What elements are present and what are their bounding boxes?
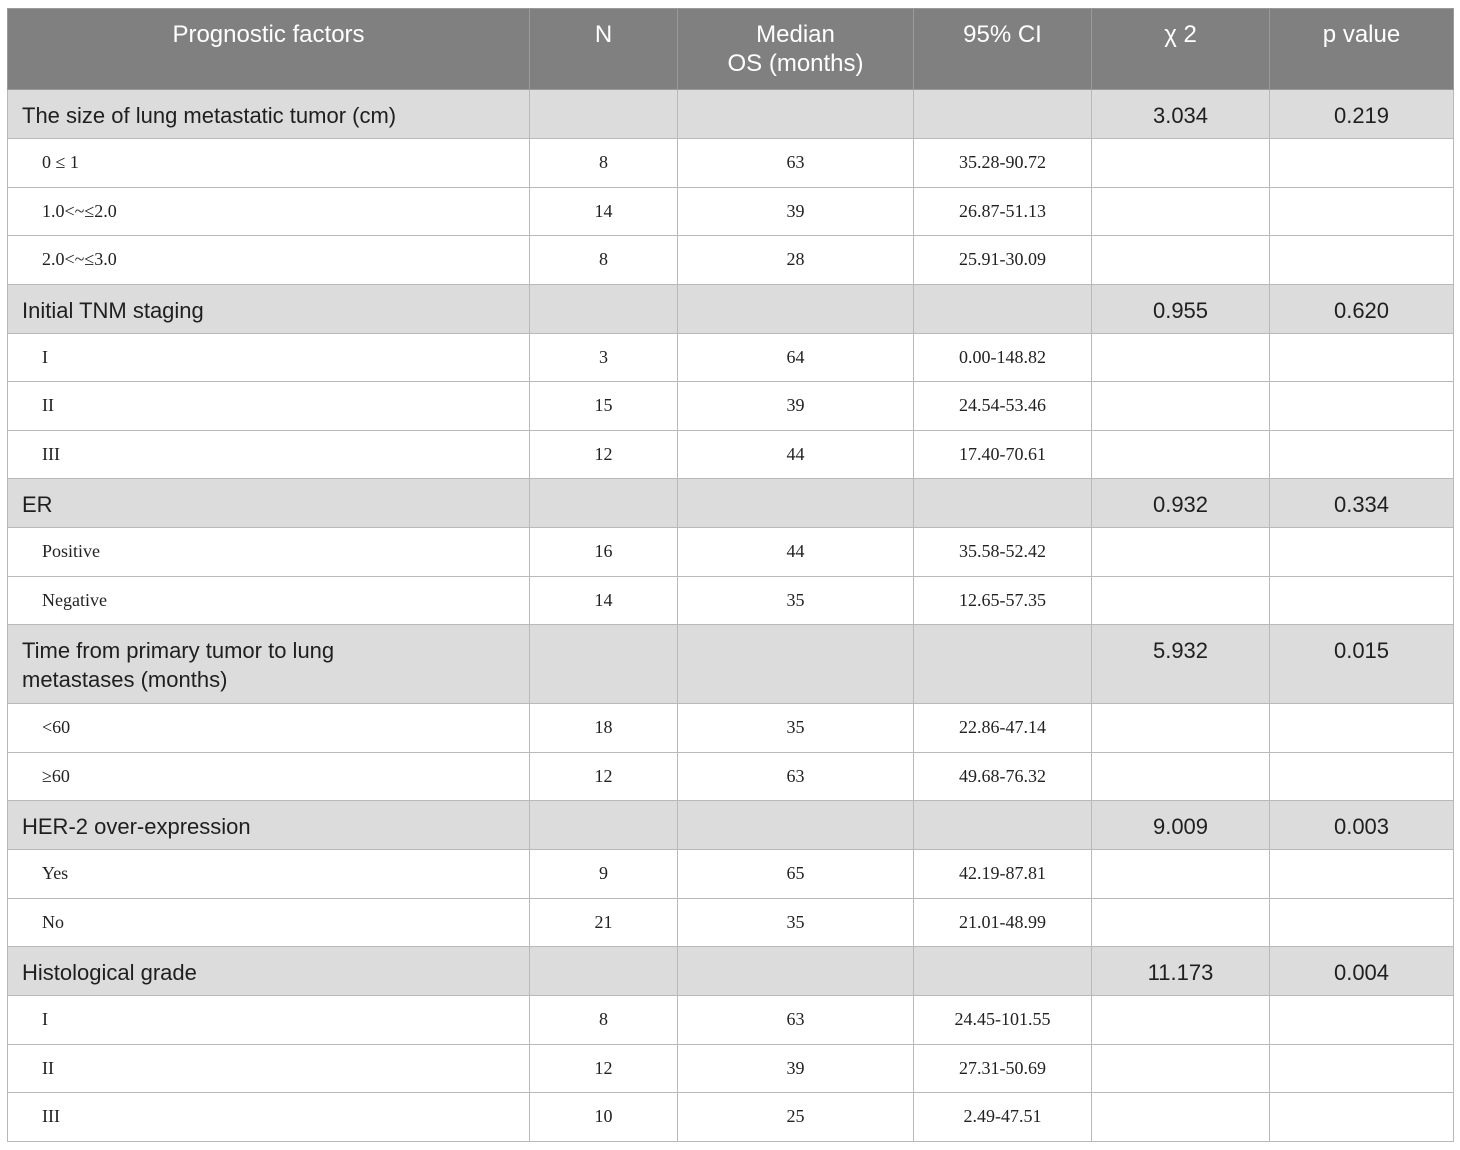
- subgroup-label: Yes: [8, 850, 530, 899]
- cell-n: 21: [530, 898, 678, 947]
- cell-median-os: 44: [678, 528, 914, 577]
- factor-n-empty: [530, 947, 678, 996]
- cell-n: 9: [530, 850, 678, 899]
- factor-median-empty: [678, 90, 914, 139]
- factor-label: Time from primary tumor to lung metastases (months): [8, 625, 530, 704]
- table-row: [8, 236, 1454, 285]
- cell-p-empty: [1270, 1093, 1454, 1142]
- table-row: [8, 528, 1454, 577]
- factor-group-row: [8, 947, 1454, 996]
- subgroup-label: 0 ≤ 1: [8, 139, 530, 188]
- cell-chi2-empty: [1092, 333, 1270, 382]
- table-row: [8, 752, 1454, 801]
- factor-p-value: 0.003: [1270, 801, 1454, 850]
- header-row: [8, 9, 1454, 90]
- cell-n: 8: [530, 236, 678, 285]
- subgroup-label: 2.0<~≤3.0: [8, 236, 530, 285]
- cell-n: 14: [530, 576, 678, 625]
- cell-n: 10: [530, 1093, 678, 1142]
- factor-n-empty: [530, 479, 678, 528]
- cell-chi2-empty: [1092, 996, 1270, 1045]
- subgroup-label: II: [8, 1044, 530, 1093]
- cell-n: 15: [530, 382, 678, 431]
- cell-n: 12: [530, 752, 678, 801]
- factor-label: HER-2 over-expression: [8, 801, 530, 850]
- cell-n: 12: [530, 1044, 678, 1093]
- header-chi2: χ 2: [1092, 9, 1270, 90]
- cell-chi2-empty: [1092, 382, 1270, 431]
- table-row: [8, 898, 1454, 947]
- table-row: [8, 1093, 1454, 1142]
- factor-n-empty: [530, 284, 678, 333]
- factor-ci-empty: [914, 947, 1092, 996]
- factor-n-empty: [530, 801, 678, 850]
- factor-ci-empty: [914, 625, 1092, 704]
- cell-95-ci: 12.65-57.35: [914, 576, 1092, 625]
- cell-chi2-empty: [1092, 528, 1270, 577]
- prognostic-factors-table: [7, 8, 1454, 1142]
- cell-chi2-empty: [1092, 704, 1270, 753]
- subgroup-label: II: [8, 382, 530, 431]
- cell-median-os: 63: [678, 996, 914, 1045]
- cell-95-ci: 2.49-47.51: [914, 1093, 1092, 1142]
- cell-chi2-empty: [1092, 1093, 1270, 1142]
- factor-label: Initial TNM staging: [8, 284, 530, 333]
- cell-p-empty: [1270, 333, 1454, 382]
- cell-95-ci: 24.45-101.55: [914, 996, 1092, 1045]
- cell-95-ci: 27.31-50.69: [914, 1044, 1092, 1093]
- cell-chi2-empty: [1092, 236, 1270, 285]
- cell-median-os: 39: [678, 382, 914, 431]
- cell-median-os: 44: [678, 430, 914, 479]
- header-prognostic-factors: Prognostic factors: [8, 9, 530, 90]
- factor-p-value: 0.620: [1270, 284, 1454, 333]
- cell-p-empty: [1270, 187, 1454, 236]
- header-median-os: Median OS (months): [678, 9, 914, 90]
- cell-n: 14: [530, 187, 678, 236]
- cell-median-os: 39: [678, 187, 914, 236]
- factor-n-empty: [530, 90, 678, 139]
- subgroup-label: ≥60: [8, 752, 530, 801]
- cell-p-empty: [1270, 382, 1454, 431]
- factor-ci-empty: [914, 801, 1092, 850]
- cell-median-os: 35: [678, 576, 914, 625]
- factor-median-empty: [678, 801, 914, 850]
- cell-95-ci: 42.19-87.81: [914, 850, 1092, 899]
- cell-median-os: 63: [678, 752, 914, 801]
- subgroup-label: 1.0<~≤2.0: [8, 187, 530, 236]
- factor-group-row: [8, 479, 1454, 528]
- cell-median-os: 35: [678, 704, 914, 753]
- cell-chi2-empty: [1092, 1044, 1270, 1093]
- cell-95-ci: 25.91-30.09: [914, 236, 1092, 285]
- factor-p-value: 0.004: [1270, 947, 1454, 996]
- cell-95-ci: 24.54-53.46: [914, 382, 1092, 431]
- factor-n-empty: [530, 625, 678, 704]
- cell-p-empty: [1270, 576, 1454, 625]
- cell-n: 16: [530, 528, 678, 577]
- table-row: [8, 430, 1454, 479]
- subgroup-label: I: [8, 996, 530, 1045]
- cell-p-empty: [1270, 430, 1454, 479]
- cell-median-os: 63: [678, 139, 914, 188]
- cell-median-os: 35: [678, 898, 914, 947]
- factor-p-value: 0.219: [1270, 90, 1454, 139]
- factor-chi2: 0.955: [1092, 284, 1270, 333]
- factor-ci-empty: [914, 90, 1092, 139]
- factor-chi2: 0.932: [1092, 479, 1270, 528]
- cell-median-os: 39: [678, 1044, 914, 1093]
- subgroup-label: No: [8, 898, 530, 947]
- cell-chi2-empty: [1092, 139, 1270, 188]
- table-row: [8, 382, 1454, 431]
- factor-group-row: [8, 90, 1454, 139]
- cell-n: 3: [530, 333, 678, 382]
- cell-p-empty: [1270, 850, 1454, 899]
- cell-95-ci: 49.68-76.32: [914, 752, 1092, 801]
- subgroup-label: I: [8, 333, 530, 382]
- cell-n: 18: [530, 704, 678, 753]
- cell-n: 8: [530, 996, 678, 1045]
- subgroup-label: Positive: [8, 528, 530, 577]
- cell-chi2-empty: [1092, 187, 1270, 236]
- table-header: [8, 9, 1454, 90]
- factor-chi2: 5.932: [1092, 625, 1270, 704]
- cell-chi2-empty: [1092, 850, 1270, 899]
- factor-chi2: 11.173: [1092, 947, 1270, 996]
- header-95-ci: 95% CI: [914, 9, 1092, 90]
- factor-label: The size of lung metastatic tumor (cm): [8, 90, 530, 139]
- cell-95-ci: 17.40-70.61: [914, 430, 1092, 479]
- cell-p-empty: [1270, 752, 1454, 801]
- table-row: [8, 576, 1454, 625]
- cell-chi2-empty: [1092, 430, 1270, 479]
- cell-n: 8: [530, 139, 678, 188]
- subgroup-label: III: [8, 1093, 530, 1142]
- cell-p-empty: [1270, 1044, 1454, 1093]
- header-n: N: [530, 9, 678, 90]
- factor-chi2: 3.034: [1092, 90, 1270, 139]
- factor-label: ER: [8, 479, 530, 528]
- table-row: [8, 139, 1454, 188]
- table-row: [8, 996, 1454, 1045]
- cell-95-ci: 26.87-51.13: [914, 187, 1092, 236]
- factor-median-empty: [678, 284, 914, 333]
- cell-p-empty: [1270, 528, 1454, 577]
- factor-p-value: 0.015: [1270, 625, 1454, 704]
- factor-p-value: 0.334: [1270, 479, 1454, 528]
- cell-chi2-empty: [1092, 898, 1270, 947]
- table-row: [8, 1044, 1454, 1093]
- table-row: [8, 850, 1454, 899]
- cell-p-empty: [1270, 139, 1454, 188]
- cell-95-ci: 22.86-47.14: [914, 704, 1092, 753]
- cell-p-empty: [1270, 704, 1454, 753]
- cell-chi2-empty: [1092, 752, 1270, 801]
- cell-median-os: 64: [678, 333, 914, 382]
- cell-95-ci: 35.28-90.72: [914, 139, 1092, 188]
- factor-median-empty: [678, 947, 914, 996]
- table-row: [8, 333, 1454, 382]
- factor-group-row: [8, 625, 1454, 704]
- header-p-value: p value: [1270, 9, 1454, 90]
- cell-median-os: 65: [678, 850, 914, 899]
- cell-median-os: 25: [678, 1093, 914, 1142]
- cell-95-ci: 0.00-148.82: [914, 333, 1092, 382]
- factor-ci-empty: [914, 479, 1092, 528]
- cell-95-ci: 21.01-48.99: [914, 898, 1092, 947]
- cell-median-os: 28: [678, 236, 914, 285]
- table-row: [8, 187, 1454, 236]
- factor-median-empty: [678, 625, 914, 704]
- factor-label: Histological grade: [8, 947, 530, 996]
- subgroup-label: Negative: [8, 576, 530, 625]
- factor-chi2: 9.009: [1092, 801, 1270, 850]
- table-body: [8, 90, 1454, 1142]
- cell-95-ci: 35.58-52.42: [914, 528, 1092, 577]
- subgroup-label: <60: [8, 704, 530, 753]
- cell-p-empty: [1270, 898, 1454, 947]
- factor-ci-empty: [914, 284, 1092, 333]
- cell-chi2-empty: [1092, 576, 1270, 625]
- cell-p-empty: [1270, 996, 1454, 1045]
- subgroup-label: III: [8, 430, 530, 479]
- table-row: [8, 704, 1454, 753]
- factor-group-row: [8, 284, 1454, 333]
- cell-p-empty: [1270, 236, 1454, 285]
- factor-median-empty: [678, 479, 914, 528]
- cell-n: 12: [530, 430, 678, 479]
- factor-group-row: [8, 801, 1454, 850]
